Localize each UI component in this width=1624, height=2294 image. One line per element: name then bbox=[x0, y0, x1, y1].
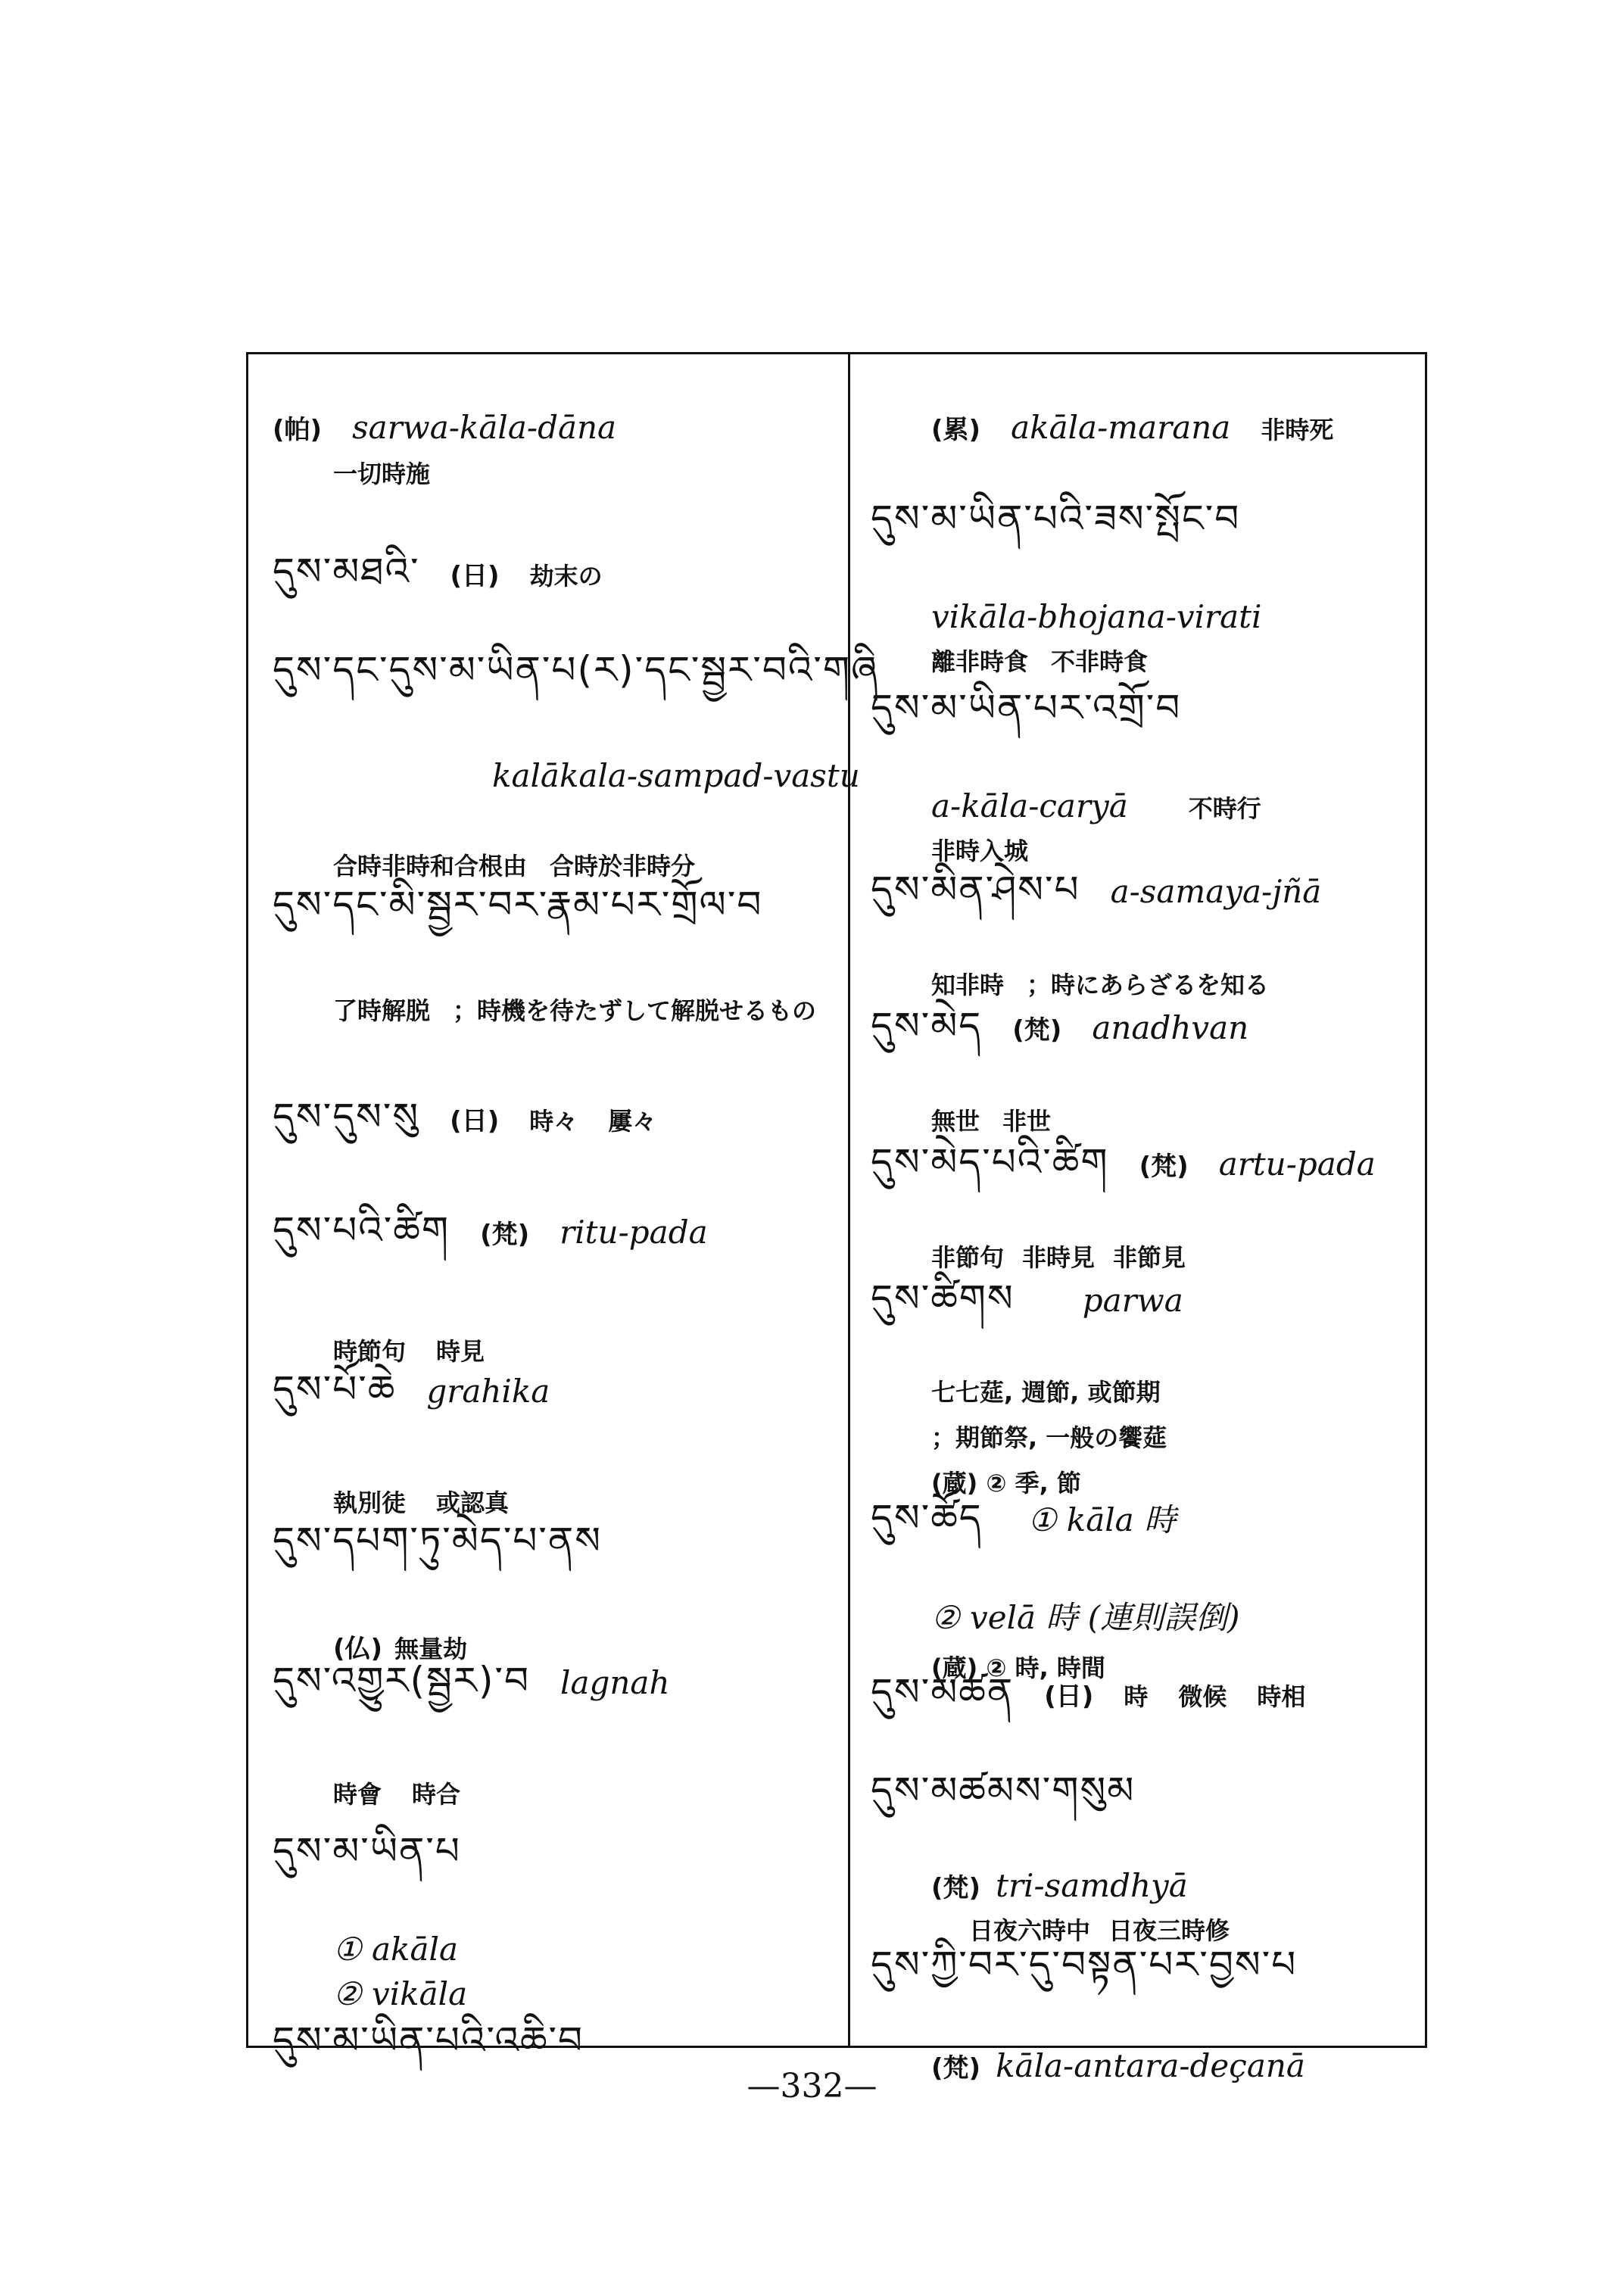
japanese-gloss: 一切時施 bbox=[333, 460, 431, 488]
source-tag: (梵) bbox=[480, 1220, 530, 1250]
entry bbox=[273, 1075, 833, 1181]
tibetan-headword: དུས་མ་ཡིན་པའི་འཆི་བ bbox=[273, 2018, 584, 2062]
tibetan-headword: དུས་དཔག་ཏུ་མེད་པ་ནས bbox=[273, 1519, 602, 1563]
romanization: lagnah bbox=[560, 1664, 670, 1701]
japanese-gloss: 執別徒 bbox=[333, 1488, 407, 1517]
japanese-gloss: 非時入城 bbox=[931, 837, 1029, 865]
japanese-gloss: 合時於非時分 bbox=[550, 852, 696, 881]
japanese-gloss: 合時非時和合根由 bbox=[333, 852, 528, 881]
entry bbox=[871, 1749, 1416, 1946]
japanese-gloss: (蔵) ② 季, 節 bbox=[931, 1469, 1081, 1498]
tibetan-headword: དུས་ཀྱི་བར་དུ་བསྟན་པར་བྱས་པ bbox=[871, 1943, 1298, 1987]
tibetan-headword: དུས་མིན་ཤེས་པ bbox=[871, 868, 1080, 912]
japanese-gloss: 時節句 bbox=[333, 1337, 407, 1366]
japanese-gloss: 時合 bbox=[412, 1780, 461, 1809]
japanese-gloss: 日夜六時中 bbox=[969, 1916, 1091, 1945]
japanese-gloss: 日夜三時修 bbox=[1108, 1916, 1230, 1945]
tibetan-headword: དུས་དང་དུས་མ་ཡིན་པ(ར)་དང་སྦྱར་བའི་གཞི bbox=[273, 648, 880, 692]
entry bbox=[871, 1650, 1416, 1756]
romanization: akāla-marana bbox=[1011, 409, 1231, 446]
japanese-gloss: 不非時食 bbox=[1051, 647, 1149, 676]
source-tag: (梵) bbox=[931, 2053, 981, 2084]
japanese-gloss: 非世 bbox=[1002, 1107, 1052, 1136]
entry bbox=[871, 1923, 1416, 2084]
source-tag: (累) bbox=[931, 415, 981, 445]
entry bbox=[871, 409, 1416, 446]
japanese-gloss: 非節句 bbox=[931, 1243, 1005, 1272]
japanese-gloss: 知非時 bbox=[931, 971, 1005, 999]
entry bbox=[871, 1121, 1416, 1273]
source-tag: (日) bbox=[1044, 1682, 1094, 1712]
tibetan-headword: དུས་མཐའི་ bbox=[273, 550, 420, 594]
japanese-gloss: ；時にあらざるを知る bbox=[1027, 971, 1270, 999]
source-tag: (日) bbox=[450, 561, 500, 591]
japanese-gloss: 無世 bbox=[931, 1107, 980, 1136]
tibetan-headword: དུས་མཚན bbox=[871, 1670, 1015, 1714]
column-divider bbox=[848, 352, 850, 2048]
japanese-gloss: ；時機を待たずして解脱せるもの bbox=[453, 996, 817, 1025]
entry bbox=[871, 984, 1416, 1137]
entry bbox=[273, 530, 833, 636]
tibetan-headword: དུས་མེད bbox=[871, 1004, 983, 1048]
entry bbox=[273, 409, 833, 490]
japanese-gloss: 微候 bbox=[1178, 1682, 1227, 1711]
tibetan-headword: དུས་མ་ཡིན་པ bbox=[273, 1829, 461, 1873]
entry bbox=[273, 1348, 833, 1519]
entry bbox=[273, 1809, 833, 2012]
tibetan-headword: དུས་དུས་སུ bbox=[273, 1095, 420, 1139]
romanization: ① akāla bbox=[333, 1931, 459, 1968]
romanization: vikāla-bhojana-virati bbox=[931, 598, 1262, 635]
tibetan-headword: དུས་མེད་པའི་ཚིག bbox=[871, 1140, 1109, 1184]
entry bbox=[273, 1189, 833, 1367]
romanization: anadhvan bbox=[1092, 1009, 1249, 1046]
japanese-gloss: 屢々 bbox=[608, 1107, 657, 1136]
tibetan-headword: དུས་དང་མི་སྦྱར་བར་རྣམ་པར་གྲོལ་བ bbox=[273, 883, 763, 927]
tibetan-headword: དུས་མཚམས་གསུམ bbox=[871, 1769, 1136, 1812]
japanese-gloss: (蔵) ② 時, 時間 bbox=[931, 1653, 1105, 1682]
japanese-gloss: 或認真 bbox=[436, 1488, 510, 1517]
romanization: grahika bbox=[426, 1373, 550, 1410]
source-tag: (仏) bbox=[333, 1634, 383, 1664]
source-tag: (帕) bbox=[273, 415, 323, 445]
japanese-gloss: ；期節祭, 一般の饗莚 bbox=[931, 1423, 1167, 1452]
japanese-gloss: 劫末の bbox=[529, 562, 603, 591]
entry bbox=[871, 477, 1416, 678]
japanese-gloss: 非時見 bbox=[1022, 1243, 1096, 1272]
japanese-gloss: 非時死 bbox=[1261, 416, 1334, 444]
japanese-gloss: 了時解脱 bbox=[333, 996, 431, 1025]
tibetan-headword: དུས་ཚོད bbox=[871, 1496, 983, 1540]
japanese-gloss: 非節見 bbox=[1113, 1243, 1186, 1272]
japanese-gloss: 時會 bbox=[333, 1780, 382, 1809]
romanization: ② vikāla bbox=[333, 1975, 468, 2012]
japanese-gloss: 七七莚, 週節, 或節期 bbox=[931, 1378, 1161, 1407]
japanese-gloss: 不時行 bbox=[1188, 794, 1261, 823]
romanization: sarwa-kāla-dāna bbox=[352, 409, 617, 446]
entry bbox=[273, 863, 833, 1027]
japanese-gloss: 時 bbox=[1124, 1682, 1149, 1711]
japanese-gloss: 時見 bbox=[436, 1337, 485, 1366]
romanization: ① kāla 時 bbox=[1027, 1501, 1177, 1538]
source-tag: (梵) bbox=[931, 1873, 981, 1903]
source-tag: (梵) bbox=[1012, 1015, 1062, 1046]
romanization: ② velā 時 (連則誤倒) bbox=[931, 1599, 1240, 1636]
romanization: kalākala-sampad-vastu bbox=[492, 757, 860, 794]
romanization: artu-pada bbox=[1218, 1145, 1376, 1183]
romanization: a-kāla-caryā bbox=[931, 787, 1128, 824]
entry bbox=[273, 628, 880, 882]
romanization: kāla-antara-deçanā bbox=[996, 2047, 1305, 2084]
source-tag: (日) bbox=[450, 1106, 500, 1136]
japanese-gloss: 無量劫 bbox=[394, 1635, 468, 1663]
source-tag: (梵) bbox=[1139, 1152, 1189, 1182]
entry bbox=[871, 848, 1416, 1001]
page-number: —332— bbox=[747, 2067, 877, 2105]
romanization: ritu-pada bbox=[560, 1214, 708, 1251]
entry bbox=[871, 1257, 1416, 1499]
entry bbox=[273, 1639, 833, 1810]
tibetan-headword: དུས་པའི་ཚིག bbox=[273, 1208, 450, 1252]
romanization: tri-samdhyā bbox=[996, 1867, 1188, 1904]
romanization: a-samaya-jñā bbox=[1110, 873, 1322, 910]
tibetan-headword: དུས་མ་ཡིན་པར་འགྲོ་བ bbox=[871, 686, 1182, 730]
entry bbox=[871, 666, 1416, 867]
tibetan-headword: དུས་མ་ཡིན་པའི་ཟས་སྤོང་བ bbox=[871, 497, 1241, 541]
tibetan-headword: དུས་འགྱུར(སྦྱར)་བ bbox=[273, 1659, 531, 1703]
japanese-gloss: 離非時食 bbox=[931, 647, 1029, 676]
japanese-gloss: 時々 bbox=[529, 1107, 578, 1136]
japanese-gloss: 時相 bbox=[1257, 1682, 1306, 1711]
romanization: parwa bbox=[1082, 1282, 1183, 1319]
tibetan-headword: དུས་ཚིགས bbox=[871, 1276, 1015, 1320]
tibetan-headword: དུས་པོ་ཆེ bbox=[273, 1367, 397, 1411]
